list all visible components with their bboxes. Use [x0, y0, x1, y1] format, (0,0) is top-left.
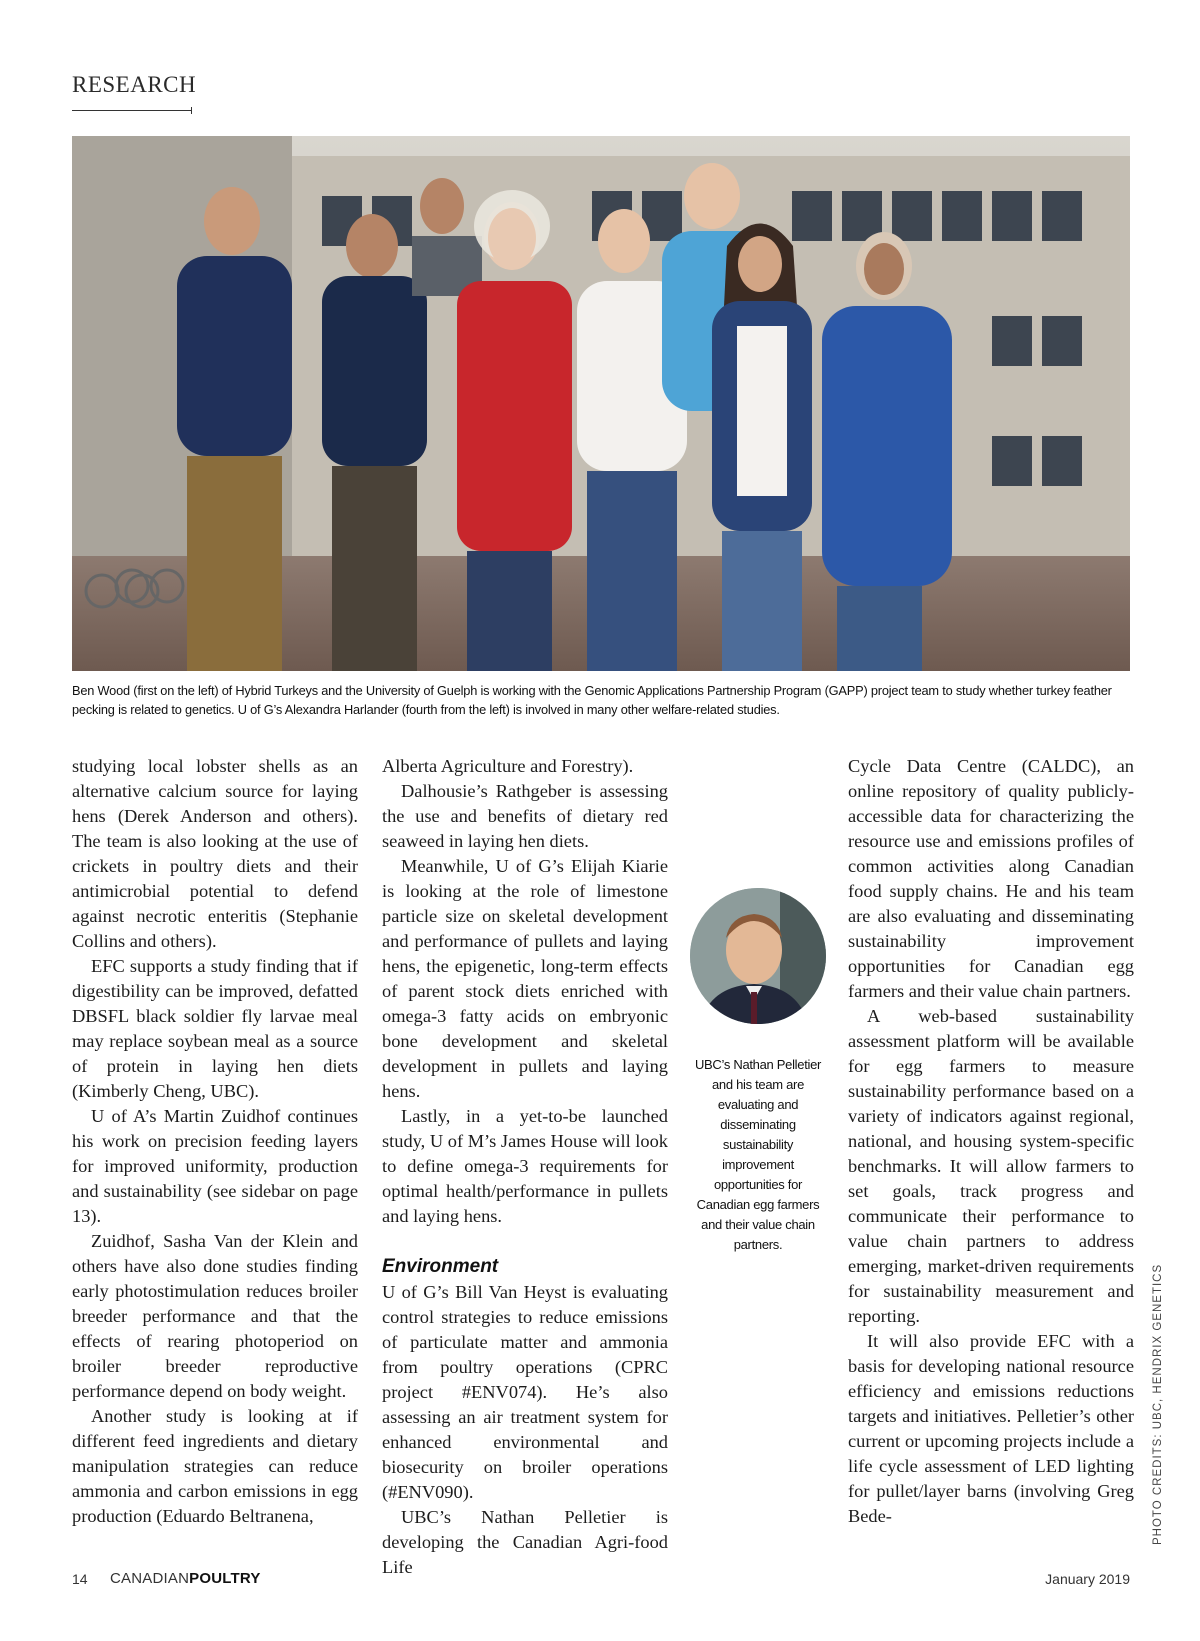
paragraph: A web-based sustainability assessment platform will be available for egg farmers to measure sustainability performance based on a variety of indicators against regional, national, and housing system-specific benchmarks. It will allow farmers to set goals, track progress and communicate their performance to value chain partners to address emerging, market-driven requirements for sustainability measurement and reporting.: [848, 1006, 1134, 1326]
section-label: RESEARCH: [72, 72, 197, 97]
issue-date: January 2019: [1045, 1571, 1130, 1587]
paragraph: Alberta Agriculture and Forestry).: [382, 756, 634, 776]
portrait-caption: UBC’s Nathan Pelletier and his team are evaluating and disseminating sustainability improvement opportunities for Canadian egg farmers and their value chain partners.: [694, 1057, 822, 1252]
photo-caption: Ben Wood (first on the left) of Hybrid Turkeys and the University of Guelph is working with the Genomic Applications Partnership Program (GAPP) project team to study whether turkey feather pecking is related to genetics. U of G’s Alexandra Harlander (fourth from the left) is involved in many other welfare-related studies.: [72, 683, 1112, 717]
paragraph: Lastly, in a yet-to-be launched study, U of M’s James House will look to define omega-3 requirements for optimal health/performance in pullets and laying hens.: [382, 1106, 668, 1226]
magazine-name-light: CANADIAN: [110, 1570, 190, 1587]
subheading-environment: Environment: [382, 1256, 499, 1277]
paragraph: U of A’s Martin Zuidhof continues his work on precision feeding layers for improved uniformity, production and sustainability (see sidebar on page 13).: [72, 1106, 358, 1226]
photo-credit: PHOTO CREDITS: UBC, HENDRIX GENETICS: [1152, 1263, 1164, 1545]
paragraph: Meanwhile, U of G’s Elijah Kiarie is looking at the role of limestone particle size on skeletal development and performance of pullets and laying hens, the epigenetic, long-term effects of parent stock diets enriched with omega-3 fatty acids on embryonic bone development and skeletal development in pullets and laying hens.: [382, 856, 668, 1101]
column-3: [848, 754, 1134, 1529]
paragraph: Dalhousie’s Rathgeber is assessing the use and benefits of dietary red seaweed in laying hen diets.: [382, 781, 668, 851]
group-photo: [72, 136, 1130, 671]
paragraph: studying local lobster shells as an alternative calcium source for laying hens (Derek Anderson and others). The team is also looking at the use of crickets in poultry diets and their antimicrobial potential to defend against necrotic enteritis (Stephanie Collins and others).: [72, 756, 358, 951]
section-rule: [72, 110, 192, 111]
magazine-name-bold: POULTRY: [189, 1570, 261, 1587]
paragraph: It will also provide EFC with a basis for developing national resource efficiency and emissions reductions targets and initiatives. Pelletier’s other current or upcoming projects include a life cycle assessment of LED lighting for pullet/layer barns (involving Greg Bede-: [848, 1331, 1134, 1526]
paragraph: UBC’s Nathan Pelletier is developing the Canadian Agri-food Life: [382, 1507, 668, 1577]
paragraph: Cycle Data Centre (CALDC), an online repository of quality publicly-accessible data for characterizing the resource use and emissions profiles of common activities along Canadian food supply chains. He and his team are also evaluating and disseminating sustainability improvement opportunities for Canadian egg farmers and their value chain partners.: [848, 756, 1134, 1001]
magazine-name: [110, 1570, 261, 1587]
column-2: [382, 754, 668, 1580]
portrait-photo: [690, 888, 826, 1024]
column-1: [72, 754, 358, 1529]
paragraph: U of G’s Bill Van Heyst is evaluating control strategies to reduce emissions of particulate matter and ammonia from poultry operations (CPRC project #ENV074). He’s also assessing an air treatment system for enhanced environmental and biosecurity on broiler operations (#ENV090).: [382, 1282, 668, 1502]
paragraph: EFC supports a study finding that if digestibility can be improved, defatted DBSFL black soldier fly larvae meal may replace soybean meal as a source of protein in laying hen diets (Kimberly Cheng, UBC).: [72, 956, 358, 1101]
paragraph: Zuidhof, Sasha Van der Klein and others have also done studies finding early photostimulation reduces broiler breeder performance and that the effects of rearing photoperiod on broiler breeder reproductive performance depend on body weight.: [72, 1231, 358, 1401]
paragraph: Another study is looking at if different feed ingredients and dietary manipulation strategies can reduce ammonia and carbon emissions in egg production (Eduardo Beltranena,: [72, 1406, 358, 1526]
page-number: 14: [72, 1571, 88, 1587]
